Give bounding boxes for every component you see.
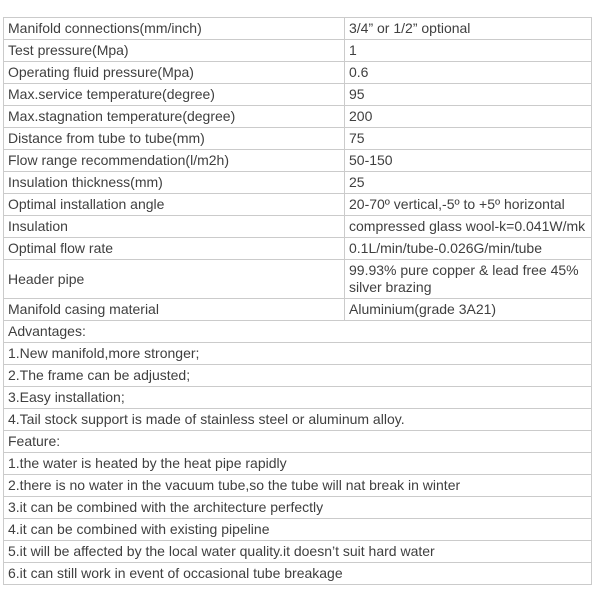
spec-row-value: 0.1L/min/tube-0.026G/min/tube — [345, 238, 592, 260]
info-row-text: 1.the water is heated by the heat pipe rapidly — [4, 453, 592, 475]
info-row-text: 4.it can be combined with existing pipeline — [4, 519, 592, 541]
info-row — [4, 409, 592, 431]
info-row — [4, 497, 592, 519]
spec-row-label: Insulation — [4, 216, 345, 238]
spec-row-value: Aluminium(grade 3A21) — [345, 299, 592, 321]
info-row-text: 2.there is no water in the vacuum tube,so the tube will nat break in winter — [4, 475, 592, 497]
info-row — [4, 343, 592, 365]
info-row — [4, 431, 592, 453]
info-row — [4, 475, 592, 497]
spec-row — [4, 84, 592, 106]
info-row-text: Advantages: — [4, 321, 592, 343]
spec-row-value: 95 — [345, 84, 592, 106]
spec-row-label: Max.stagnation temperature(degree) — [4, 106, 345, 128]
spec-row-label: Test pressure(Mpa) — [4, 40, 345, 62]
info-row — [4, 321, 592, 343]
spec-row-value: 99.93% pure copper & lead free 45% silver brazing — [345, 260, 592, 299]
info-row — [4, 453, 592, 475]
info-row — [4, 563, 592, 585]
spec-row-value: compressed glass wool-k=0.041W/mk — [345, 216, 592, 238]
info-row-text: Feature: — [4, 431, 592, 453]
spec-row — [4, 172, 592, 194]
spec-row-label: Insulation thickness(mm) — [4, 172, 345, 194]
spec-row-value: 1 — [345, 40, 592, 62]
spec-row — [4, 216, 592, 238]
spec-row-value: 75 — [345, 128, 592, 150]
spec-row — [4, 238, 592, 260]
spec-row — [4, 150, 592, 172]
spec-row-value: 200 — [345, 106, 592, 128]
spec-row — [4, 40, 592, 62]
info-row-text: 1.New manifold,more stronger; — [4, 343, 592, 365]
spec-row — [4, 106, 592, 128]
spec-row-label: Operating fluid pressure(Mpa) — [4, 62, 345, 84]
spec-row-value: 50-150 — [345, 150, 592, 172]
spec-row — [4, 260, 592, 299]
spec-row — [4, 62, 592, 84]
spec-row-label: Flow range recommendation(l/m2h) — [4, 150, 345, 172]
info-row-text: 4.Tail stock support is made of stainless steel or aluminum alloy. — [4, 409, 592, 431]
spec-row-label: Manifold connections(mm/inch) — [4, 18, 345, 40]
spec-table-body — [4, 18, 592, 585]
info-row-text: 2.The frame can be adjusted; — [4, 365, 592, 387]
info-row-text: 6.it can still work in event of occasional tube breakage — [4, 563, 592, 585]
info-row-text: 3.it can be combined with the architecture perfectly — [4, 497, 592, 519]
spec-table — [3, 17, 592, 585]
info-row-text: 3.Easy installation; — [4, 387, 592, 409]
spec-row-label: Optimal installation angle — [4, 194, 345, 216]
spec-row-label: Manifold casing material — [4, 299, 345, 321]
spec-row — [4, 128, 592, 150]
info-row — [4, 365, 592, 387]
spec-row — [4, 194, 592, 216]
info-row — [4, 519, 592, 541]
spec-row-label: Header pipe — [4, 260, 345, 299]
info-row-text: 5.it will be affected by the local water quality.it doesn’t suit hard water — [4, 541, 592, 563]
info-row — [4, 387, 592, 409]
info-row — [4, 541, 592, 563]
spec-row-value: 20-70º vertical,-5º to +5º horizontal — [345, 194, 592, 216]
spec-row-label: Max.service temperature(degree) — [4, 84, 345, 106]
spec-row-label: Optimal flow rate — [4, 238, 345, 260]
spec-row-value: 25 — [345, 172, 592, 194]
spec-row — [4, 299, 592, 321]
spec-row-label: Distance from tube to tube(mm) — [4, 128, 345, 150]
spec-row-value: 3/4” or 1/2” optional — [345, 18, 592, 40]
spec-row-value: 0.6 — [345, 62, 592, 84]
spec-row — [4, 18, 592, 40]
